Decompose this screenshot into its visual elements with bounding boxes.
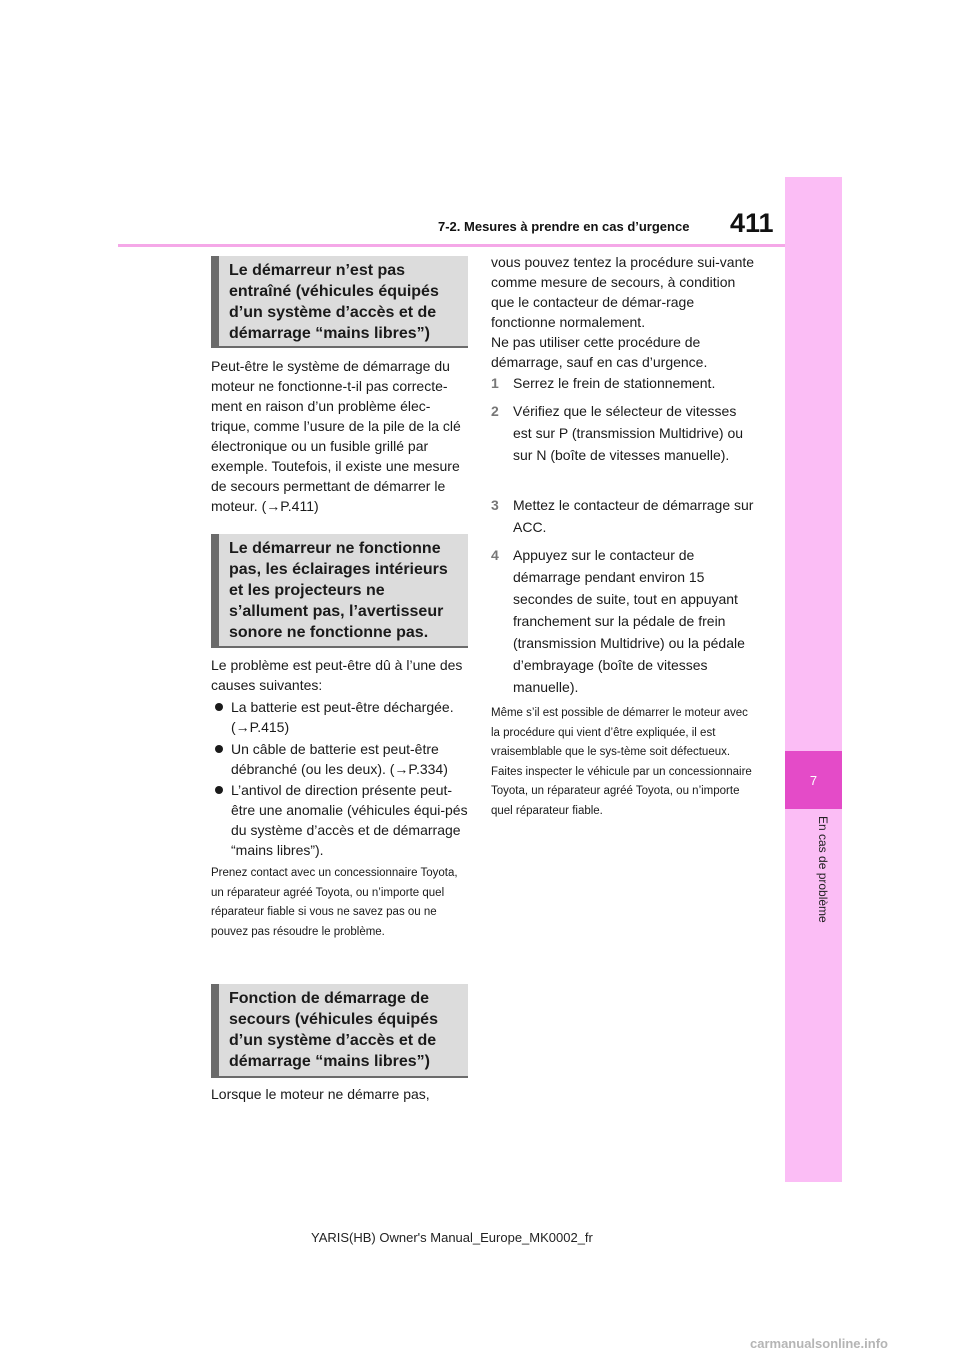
chapter-number-box: 7 (785, 751, 842, 809)
paragraph-when-engine-fails: Lorsque le moteur ne démarre pas, (211, 1086, 430, 1102)
bullet-dot-icon (215, 703, 223, 711)
bullet-cable: Un câble de batterie est peut-être débranché (ou les deux). (→P.334) (211, 739, 468, 779)
heading-emergency-start: Fonction de démarrage de secours (véhicules équipés d’un système d’accès et de démarrage “mains libres”) (211, 984, 468, 1078)
step-4: 4 Appuyez sur le contacteur de démarrage pendant environ 15 secondes de suite, tout en appuyant franchement sur la pédale de frein (transmission Multidrive) ou la pédale d’embrayage (boîte de vitesses manuelle). (491, 544, 756, 698)
bullet-battery: La batterie est peut-être déchargée. (→P.415) (211, 697, 468, 737)
step-2: 2 Vérifiez que le sélecteur de vitesses est sur P (transmission Multidrive) ou sur N (boîte de vitesses manuelle). (491, 400, 756, 466)
step-number: 2 (491, 403, 499, 419)
watermark: carmanualsonline.info (750, 1336, 888, 1351)
paragraph-emergency-warning: Ne pas utiliser cette procédure de démarrage, sauf en cas d’urgence. (491, 334, 708, 370)
step-number: 4 (491, 547, 499, 563)
side-tab (785, 177, 842, 1182)
page-number: 411 (730, 208, 774, 238)
heading-starter-not-working: Le démarreur ne fonctionne pas, les éclairages intérieurs et les projecteurs ne s’allument pas, l’avertisseur sonore ne fonctionne pas. (211, 534, 468, 648)
step-1: 1 Serrez le frein de stationnement. (491, 372, 756, 394)
step-number: 3 (491, 497, 499, 513)
note-contact-dealer: Prenez contact avec un concessionnaire Toyota, un réparateur agréé Toyota, ou n’importe quel réparateur fiable si vous ne savez pas ou ne pouvez pas résoudre le problème. (211, 867, 458, 938)
bullet-steering-lock: L’antivol de direction présente peut-être une anomalie (véhicules équi-pés du système d’accès et de démarrage “mains libres”). (211, 780, 468, 860)
note-inspection: Même s’il est possible de démarrer le moteur avec la procédure qui vient d’être expliquée, il est vraisemblable que le sys-tème soit défectueux. Faites inspecter le véhicule par un concessionnaire Toyota, un réparateur agréé Toyota, ou n’importe quel réparateur fiable. (491, 707, 752, 817)
paragraph-starter-cause: Peut-être le système de démarrage du moteur ne fonctionne-t-il pas correcte-ment en raison d’un problème élec-trique, comme l’usure de la pile de la clé électronique ou un fusible grillé par exemple. Toutefois, il existe une mesure de secours permettant de démarrer le moteur. (→P.411) (211, 358, 461, 514)
section-title: 7-2. Mesures à prendre en cas d’urgence (438, 219, 690, 234)
header-rule (118, 244, 786, 247)
footer-manual-id: YARIS(HB) Owner's Manual_Europe_MK0002_fr (311, 1230, 593, 1245)
paragraph-emergency-intro: vous pouvez tentez la procédure sui-vante comme mesure de secours, à condition que le contacteur de démar-rage fonctionne normalement. (491, 254, 755, 330)
chapter-title: En cas de problème (816, 816, 830, 923)
bullet-dot-icon (215, 745, 223, 753)
step-number: 1 (491, 375, 499, 391)
paragraph-possible-causes: Le problème est peut-être dû à l’une des causes suivantes: (211, 657, 463, 693)
step-3: 3 Mettez le contacteur de démarrage sur ACC. (491, 494, 756, 538)
bullet-dot-icon (215, 786, 223, 794)
heading-starter-not-engaged: Le démarreur n’est pas entraîné (véhicules équipés d’un système d’accès et de démarrage “mains libres”) (211, 256, 468, 348)
